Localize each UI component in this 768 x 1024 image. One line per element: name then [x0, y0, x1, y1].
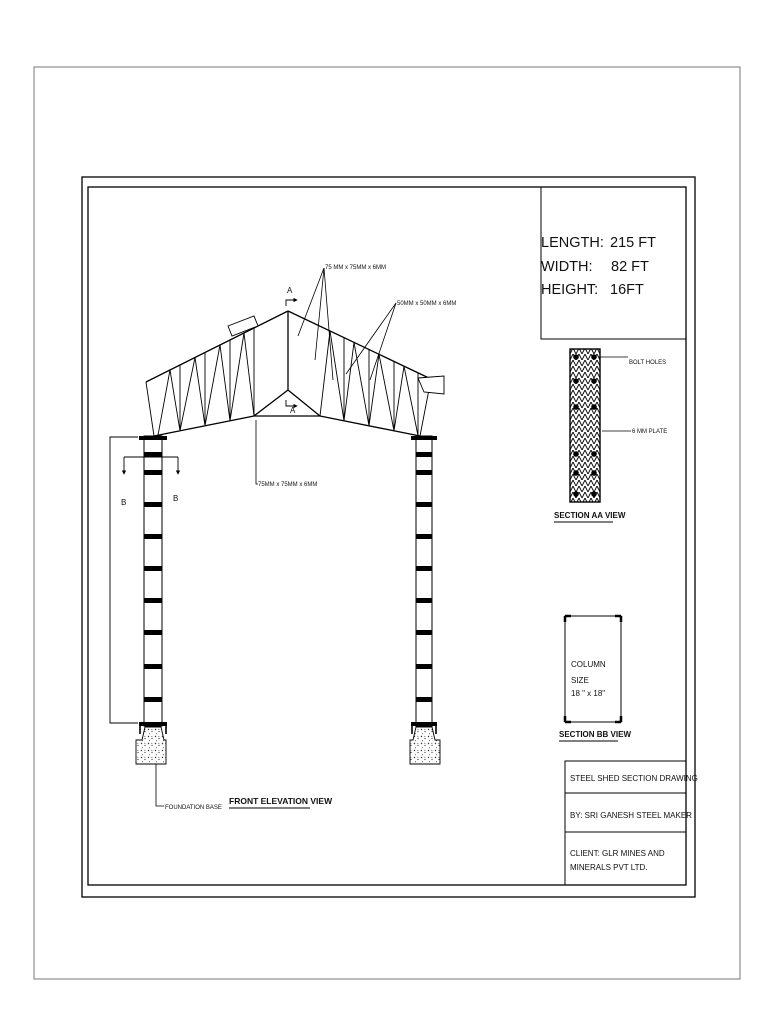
title-block-client-line2: MINERALS PVT LTD.: [570, 863, 648, 872]
column-size-line3: 18 " x 18": [571, 689, 606, 698]
bolt-hole: [573, 470, 579, 476]
section-bb-column: [565, 616, 621, 722]
truss-end-post: [146, 382, 154, 436]
length-label: LENGTH:: [541, 235, 604, 251]
truss-diagonal: [404, 366, 418, 435]
column-band: [416, 630, 432, 635]
foundation-leader: [156, 764, 164, 806]
spec-box: [541, 187, 686, 339]
front-elevation-title: FRONT ELEVATION VIEW: [229, 796, 333, 806]
bolt-hole: [591, 378, 597, 384]
truss-diagonal: [394, 366, 404, 431]
column-band: [144, 630, 162, 635]
bolt-hole: [591, 491, 597, 497]
angle-bottom-note: 75MM x 75MM x 6MM: [258, 482, 318, 488]
truss-diagonal: [344, 342, 354, 420]
column-band: [144, 452, 162, 457]
column-band: [416, 534, 432, 539]
foundation-note: FOUNDATION BASE: [165, 805, 222, 811]
height-dimension-line: [110, 437, 138, 723]
bolt-hole: [573, 491, 579, 497]
column-band: [416, 664, 432, 669]
title-block-client-line1: CLIENT: GLR MINES AND: [570, 849, 665, 858]
truss-diagonal: [170, 370, 180, 431]
section-aa-title: SECTION AA VIEW: [554, 511, 626, 520]
truss-diagonal: [220, 345, 230, 421]
column-band: [416, 502, 432, 507]
title-block-by: BY: SRI GANESH STEEL MAKER: [570, 811, 692, 820]
column-band: [144, 697, 162, 702]
section-a-bottom-label: A: [290, 406, 296, 415]
width-label: WIDTH:: [541, 259, 593, 275]
foundation-right: [410, 726, 440, 764]
outer-page-border: [34, 67, 740, 979]
truss-diagonal: [230, 333, 244, 421]
bolt-hole: [573, 404, 579, 410]
bolt-hole: [591, 451, 597, 457]
column-size-line1: COLUMN: [571, 660, 606, 669]
column-size-line2: SIZE: [571, 676, 589, 685]
section-b-left-label: B: [121, 498, 127, 507]
truss-diagonal: [158, 370, 170, 435]
bolt-hole: [591, 404, 597, 410]
width-value: 82 FT: [611, 259, 649, 275]
right-column: [411, 436, 437, 726]
column-band: [416, 598, 432, 603]
bolt-hole: [573, 451, 579, 457]
truss-diagonal: [379, 354, 394, 431]
title-block-title: STEEL SHED SECTION DRAWING: [570, 774, 698, 783]
column-band: [416, 452, 432, 457]
truss-diagonal: [195, 358, 205, 426]
truss-diagonal: [180, 358, 195, 431]
section-aa-leaders: [598, 357, 631, 431]
section-aa-plate: [570, 349, 600, 502]
column-band: [144, 534, 162, 539]
section-b-right-label: B: [173, 494, 179, 503]
angle-right-note: 50MM x 50MM x 6MM: [397, 301, 457, 307]
section-a-top-label: A: [287, 286, 293, 295]
bolt-hole: [573, 378, 579, 384]
column-band: [144, 664, 162, 669]
foundation-left: [136, 726, 166, 764]
column-band: [416, 697, 432, 702]
purlin-cleat-right: [418, 376, 444, 394]
column-band: [416, 470, 432, 475]
column-band: [416, 566, 432, 571]
section-bb-title: SECTION BB VIEW: [559, 730, 632, 739]
height-label: HEIGHT:: [541, 282, 599, 298]
bolt-holes-note: BOLT HOLES: [629, 360, 667, 366]
bolt-hole: [573, 354, 579, 360]
left-column: [139, 436, 167, 726]
column-band: [144, 502, 162, 507]
truss-diagonal: [330, 331, 344, 421]
truss-diagonal: [354, 342, 369, 425]
column-band: [144, 598, 162, 603]
height-value: 16FT: [610, 282, 644, 298]
bolt-hole: [591, 354, 597, 360]
truss-diagonal: [369, 354, 379, 426]
drawing-border-outer: [82, 177, 695, 897]
truss-diagonal: [244, 333, 254, 416]
member-leader-lines: [256, 268, 396, 484]
truss-diagonal: [320, 331, 330, 416]
roof-truss: [146, 311, 431, 436]
angle-top-note: 75 MM x 75MM x 6MM: [325, 265, 387, 271]
truss-diagonal: [205, 345, 220, 426]
bolt-hole: [591, 470, 597, 476]
length-value: 215 FT: [610, 235, 656, 251]
column-band: [144, 566, 162, 571]
column-band: [144, 470, 162, 475]
plate-note: 6 MM PLATE: [632, 429, 668, 435]
